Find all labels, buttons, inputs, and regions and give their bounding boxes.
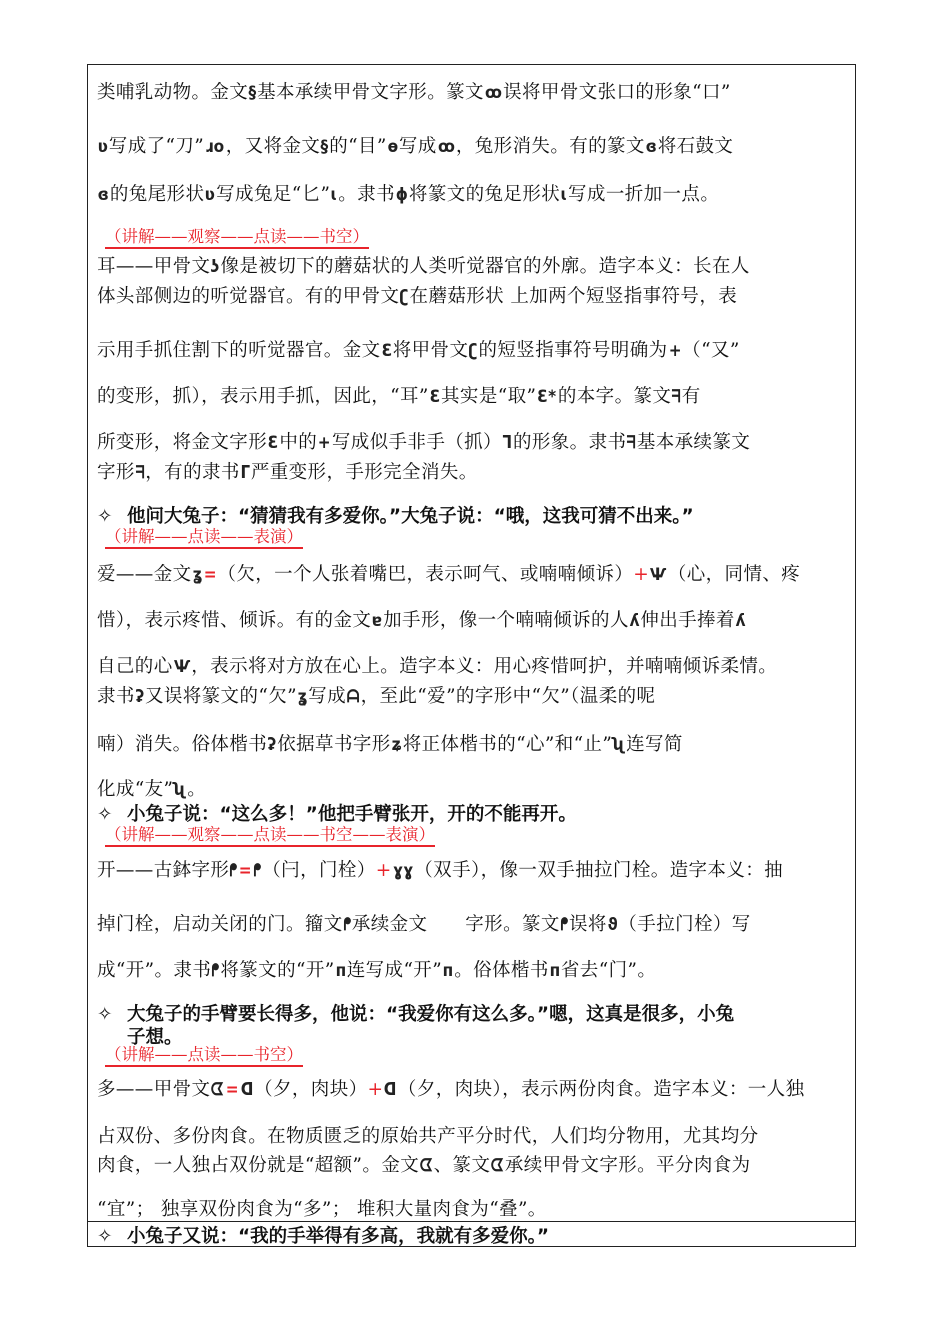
section-heading: （讲解——观察——点读——书空——表演） [105, 825, 435, 847]
text-line: “宜”； 独享双份肉食为“多”； 堆积大量肉食为“叠”。 [97, 1199, 547, 1220]
ancient-glyph-icon: ᗩ [346, 687, 360, 707]
plus-icon: = [203, 565, 217, 585]
ancient-glyph-icon: ᖷ [626, 433, 637, 453]
ancient-glyph-icon: Ɛ [429, 387, 441, 407]
text-line: 爱——金文ʓ=（欠，一个人张着嘴巴，表示呵气、或喃喃倾诉）+Ѱ（心，同情、疼 [97, 564, 801, 585]
ancient-glyph-icon: ᗡ [240, 1080, 254, 1100]
text-line: 示用手抓住割下的听觉器官。金文Ɛ将甲骨文ʗ的短竖指事符号明确为+（“又” [97, 340, 740, 361]
text-line: 占双份、多份肉食。在物质匮乏的原始共产平分时代，人们均分物用，尤其均分 [97, 1126, 759, 1147]
text-line: 掉门栓，启动关闭的门。籀文ᖰ承续金文 字形。篆文ᖰ误将ϑ（手拉门栓）写 [97, 914, 751, 935]
ancient-glyph-icon: Ɛ* [537, 387, 557, 407]
ancient-glyph-icon: ᴨ [549, 961, 561, 981]
ancient-glyph-icon: § [248, 83, 257, 103]
ancient-glyph-icon: ʡ [135, 687, 145, 707]
ancient-glyph-icon: ɸ [395, 185, 409, 205]
ancient-glyph-icon: ᗡ [384, 1080, 398, 1100]
ancient-glyph-icon: ᖰ [211, 961, 220, 981]
ancient-glyph-icon: ꝏ [484, 83, 503, 103]
ancient-glyph-icon: ꝏ [437, 137, 455, 157]
text-line: 开——古鉢字形ᖰ=ᖰ（闩，门栓）+ɣɣ（双手），像一双手抽拉门栓。造字本义：抽 [97, 860, 784, 881]
ancient-glyph-icon: ᗧ [491, 1156, 505, 1176]
story-line: 子想。 [127, 1027, 183, 1048]
ancient-glyph-icon: ɹo [205, 137, 225, 157]
ancient-glyph-icon: ᖰ [343, 915, 352, 935]
ancient-glyph-icon: ʋ [97, 137, 109, 157]
ancient-glyph-icon: ɞ [645, 137, 658, 157]
ancient-glyph-icon: ɐ [371, 611, 383, 631]
section-heading: （讲解——观察——点读——书空） [105, 227, 369, 249]
ancient-glyph-icon: ᒥ [240, 463, 251, 483]
text-line: 喃）消失。俗体楷书ʡ依据草书字形ʑ将正体楷书的“心”和“止”ʯ连写简 [97, 734, 683, 755]
ancient-glyph-icon: ʯ [612, 735, 626, 755]
text-line: 自己的心Ѱ，表示将对方放在心上。造字本义：用心疼惜呵护，并喃喃倾诉柔情。 [97, 656, 778, 677]
ancient-glyph-icon: ɩ [330, 185, 338, 205]
diamond-bullet-icon: ✧ [97, 506, 113, 527]
ancient-glyph-icon: ɵ [387, 137, 399, 157]
ancient-glyph-icon: ᖰ [229, 861, 239, 881]
ancient-glyph-icon: ᖰ [560, 915, 569, 935]
plus-icon: + [375, 860, 392, 881]
ancient-glyph-icon: ϑ [607, 915, 618, 935]
ancient-glyph-icon: ᴨ [335, 961, 347, 981]
ancient-glyph-icon: ᖰ [253, 861, 262, 881]
story-line: ✧ 小兔子说：“这么多！”他把手臂张开，开的不能再开。 [97, 804, 577, 825]
text-line: 字形ᖷ，有的隶书ᒥ严重变形，手形完全消失。 [97, 462, 478, 483]
ancient-glyph-icon: ᗧ [419, 1156, 433, 1176]
diamond-bullet-icon: ✧ [97, 804, 113, 825]
ancient-glyph-icon: ʯ [174, 780, 187, 800]
text-line: 多——甲骨文ᗧ=ᗡ（夕，肉块）+ᗡ（夕，肉块），表示两份肉食。造字本义：一人独 [97, 1079, 805, 1100]
text-line: ʋ写成了“刀”ɹo，又将金文§的“目”ɵ写成ꝏ，兔形消失。有的篆文ɞ将石鼓文 [97, 136, 734, 157]
ancient-glyph-icon: Ѱ [650, 565, 667, 585]
plus-icon: = [225, 1080, 239, 1100]
ancient-glyph-icon: ɩ [560, 185, 568, 205]
diamond-bullet-icon: ✧ [97, 1004, 113, 1025]
plus-icon: = [239, 861, 253, 881]
ancient-glyph-icon: Ѱ [173, 657, 191, 677]
ancient-glyph-icon: ʗ [399, 287, 410, 307]
ancient-glyph-icon: ɞ [97, 185, 110, 205]
ancient-glyph-icon: ᴨ [442, 961, 454, 981]
story-line: ✧ 小兔子又说：“我的手举得有多高，我就有多爱你。” [97, 1226, 550, 1247]
text-line: 耳——甲骨文ʖ像是被切下的蘑菇状的人类听觉器官的外廓。造字本义：长在人 [97, 256, 750, 277]
text-line: 隶书ʡ又误将篆文的“欠”ʓ写成ᗩ，至此“爱”的字形中“欠”（温柔的呢 [97, 686, 656, 707]
ancient-glyph-icon: Ɛ [267, 433, 279, 453]
diamond-bullet-icon: ✧ [97, 1226, 113, 1247]
ancient-glyph-icon: ʓ [192, 565, 203, 585]
ancient-glyph-icon: + [317, 433, 332, 453]
ancient-glyph-icon: ʑ [391, 735, 403, 755]
text-line: 惜），表示疼惜、倾诉。有的金文ɐ加手形，像一个喃喃倾诉的人ʎ伸出手捧着ʎ [97, 610, 746, 631]
ancient-glyph-icon: ʎ [735, 611, 746, 631]
ancient-glyph-icon: ʎ [629, 611, 640, 631]
ancient-glyph-icon: Ɛ [381, 341, 393, 361]
section-heading: （讲解——点读——表演） [105, 527, 303, 549]
ancient-glyph-icon: ʡ [267, 735, 277, 755]
text-line: 所变形，将金文字形Ɛ中的+写成似手非手（抓）ᒣ的形象。隶书ᖷ基本承续篆文 [97, 432, 751, 453]
text-line: 的变形，抓），表示用手抓，因此，“耳”Ɛ其实是“取”Ɛ*的本字。篆文ᖷ有 [97, 386, 701, 407]
ancient-glyph-icon: ᖷ [671, 387, 682, 407]
ancient-glyph-icon: + [668, 341, 682, 361]
ancient-glyph-icon: § [320, 137, 329, 157]
ancient-glyph-icon: ʗ [468, 341, 478, 361]
ancient-glyph-icon: ɣɣ [392, 861, 414, 881]
text-line: 化成“友”ʯ。 [97, 779, 207, 800]
text-line: ɞ的兔尾形状ʋ写成兔足“匕”ɩ。隶书ɸ将篆文的兔足形状ɩ写成一折加一点。 [97, 184, 720, 205]
plus-icon: + [367, 1079, 384, 1100]
ancient-glyph-icon: ᒣ [502, 433, 513, 453]
ancient-glyph-icon: ᖷ [135, 463, 145, 483]
ancient-glyph-icon: ʋ [204, 185, 216, 205]
ancient-glyph-icon: ʖ [210, 257, 221, 277]
plus-icon: + [633, 564, 650, 585]
text-line: 成“开”。隶书ᖰ将篆文的“开”ᴨ连写成“开”ᴨ。俗体楷书ᴨ省去“门”。 [97, 960, 657, 981]
section-heading: （讲解——点读——书空） [105, 1045, 303, 1067]
story-line: ✧ 他问大兔子：“猜猜我有多爱你。”大兔子说：“哦，这我可猜不出来。” [97, 506, 694, 527]
text-line: 肉食，一人独占双份就是“超额”。金文ᗧ、篆文ᗧ承续甲骨文字形。平分肉食为 [97, 1155, 751, 1176]
text-line: 体头部侧边的听觉器官。有的甲骨文ʗ在蘑菇形状 上加两个短竖指事符号，表 [97, 286, 738, 307]
text-line: 类哺乳动物。金文§基本承续甲骨文字形。篆文ꝏ误将甲骨文张口的形象“口” [97, 82, 731, 103]
story-line: ✧ 大兔子的手臂要长得多，他说：“我爱你有这么多。”嗯，这真是很多，小兔 [97, 1004, 735, 1025]
ancient-glyph-icon: ʓ [297, 687, 308, 707]
ancient-glyph-icon: ᗧ [211, 1080, 225, 1100]
